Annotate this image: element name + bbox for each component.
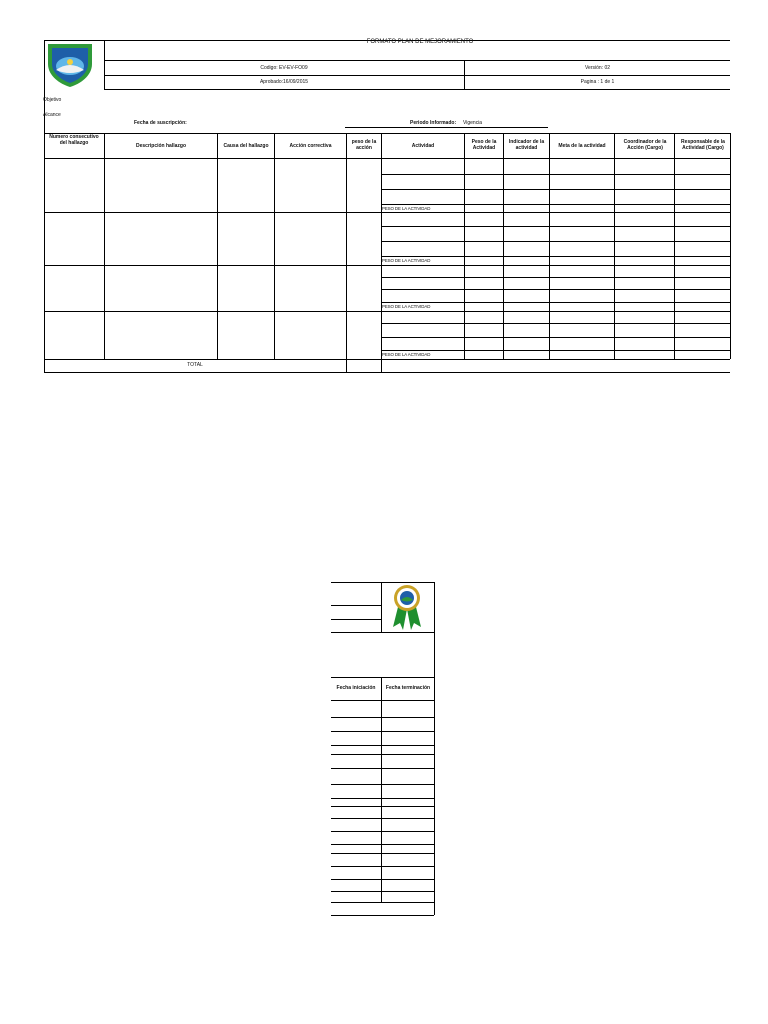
col-header-start-date: Fecha iniciación (336, 685, 376, 691)
approval-date: Aprobado:16/09/2015 (259, 79, 309, 85)
col-header-finding-description: Descripción hallazgo (135, 143, 186, 149)
document-title: FORMATO PLAN DE MEJORAMIENTO (366, 39, 474, 45)
reported-period-value: Vigencia (463, 120, 483, 126)
page-number: Pagina : 1 de 1 (580, 79, 615, 85)
activity-weight-label: PESO DE LA ACTIVIDAD (382, 206, 431, 211)
reported-period-label: Periodo Informado: (410, 120, 457, 126)
col-header-activity-weight: Peso de la Actividad (471, 139, 497, 151)
objective-label: Objetivo (43, 97, 62, 103)
col-header-action-weight: peso de la acción (351, 139, 377, 151)
subscription-date-label: Fecha de suscripción: (134, 120, 187, 126)
col-header-finding-number: Numero consecutivo del hallazgo (49, 134, 99, 146)
col-header-finding-cause: Causa del hallazgo (223, 143, 269, 149)
activity-weight-label: PESO DE LA ACTIVIDAD (382, 258, 431, 263)
award-medal-icon (388, 583, 426, 631)
total-label: TOTAL (187, 362, 203, 368)
col-header-corrective-action: Acción correctiva (289, 143, 332, 149)
document-version: Versión: 02 (584, 65, 611, 71)
document-code: Codigo: EV-EV-FO09 (260, 65, 308, 71)
col-header-activity-responsible: Responsable de la Actividad (Cargo) (681, 139, 725, 151)
scope-label: Alcance (43, 112, 61, 118)
col-header-action-coordinator: Coordinador de la Acción (Cargo) (623, 139, 667, 151)
activity-weight-label: PESO DE LA ACTIVIDAD (382, 304, 431, 309)
col-header-activity: Actividad (411, 143, 435, 149)
institution-shield-logo (46, 42, 94, 88)
activity-weight-label: PESO DE LA ACTIVIDAD (382, 352, 431, 357)
col-header-end-date: Fecha terminación (385, 685, 431, 691)
col-header-activity-goal: Meta de la actividad (558, 143, 606, 149)
col-header-activity-indicator: Indicador de la actividad (508, 139, 545, 151)
